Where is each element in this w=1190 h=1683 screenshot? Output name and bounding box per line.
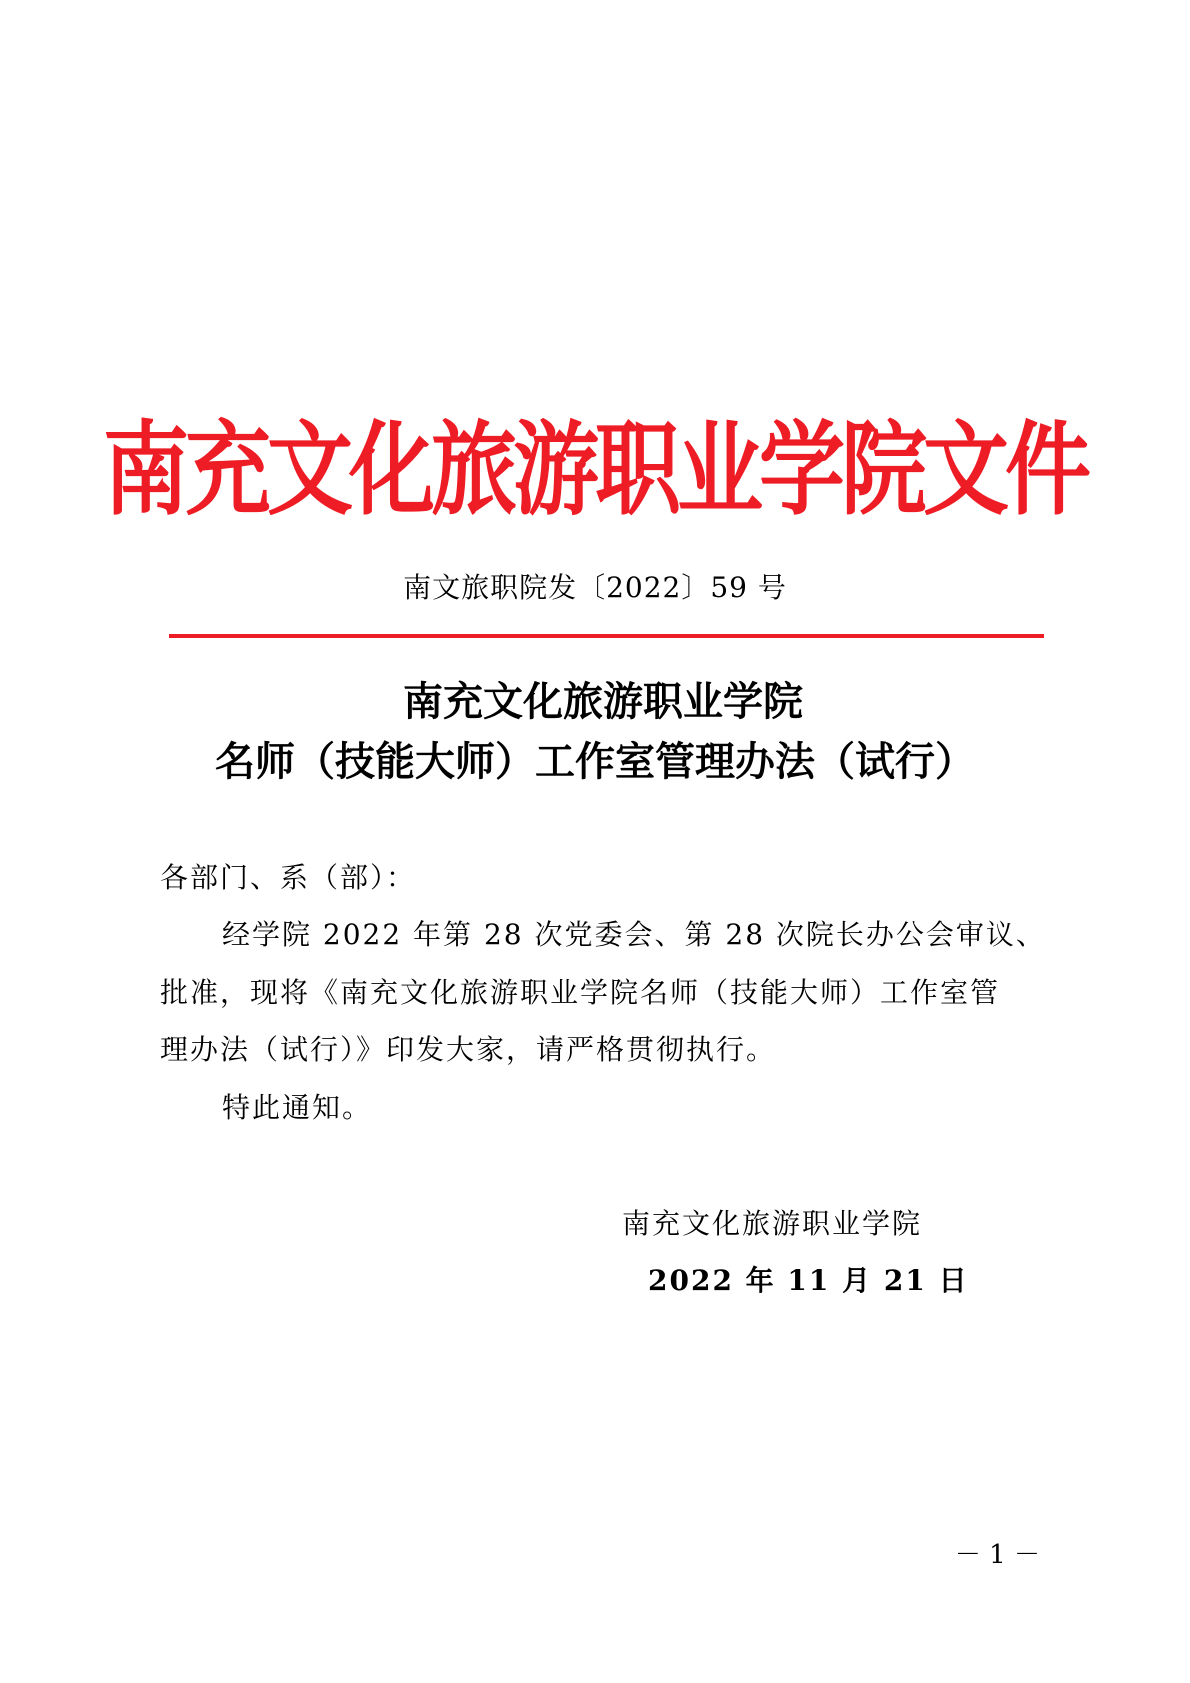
salutation: 各部门、系（部）： <box>160 861 417 894</box>
page-number: － 1 － <box>954 1540 1040 1570</box>
signature-organization: 南充文化旅游职业学院 <box>622 1207 923 1240</box>
document-number: 南文旅职院发〔2022〕59 号 <box>403 571 787 604</box>
body-text-line: 理办法（试行）》印发大家，请严格贯彻执行。 <box>160 1033 777 1066</box>
closing-remark: 特此通知。 <box>222 1091 373 1124</box>
signature-date: 2022 年 11 月 21 日 <box>648 1264 969 1297</box>
red-divider-line <box>169 634 1044 638</box>
document-title-line-1: 南充文化旅游职业学院 <box>403 679 803 725</box>
body-text-line: 经学院 2022 年第 28 次党委会、第 28 次院长办公会审议、 <box>222 918 1046 951</box>
document-masthead: 南充文化旅游职业学院文件 <box>103 411 1087 530</box>
document-title-line-2: 名师（技能大师）工作室管理办法（试行） <box>215 739 975 785</box>
body-text-line: 批准，现将《南充文化旅游职业学院名师（技能大师）工作室管 <box>160 976 1001 1009</box>
